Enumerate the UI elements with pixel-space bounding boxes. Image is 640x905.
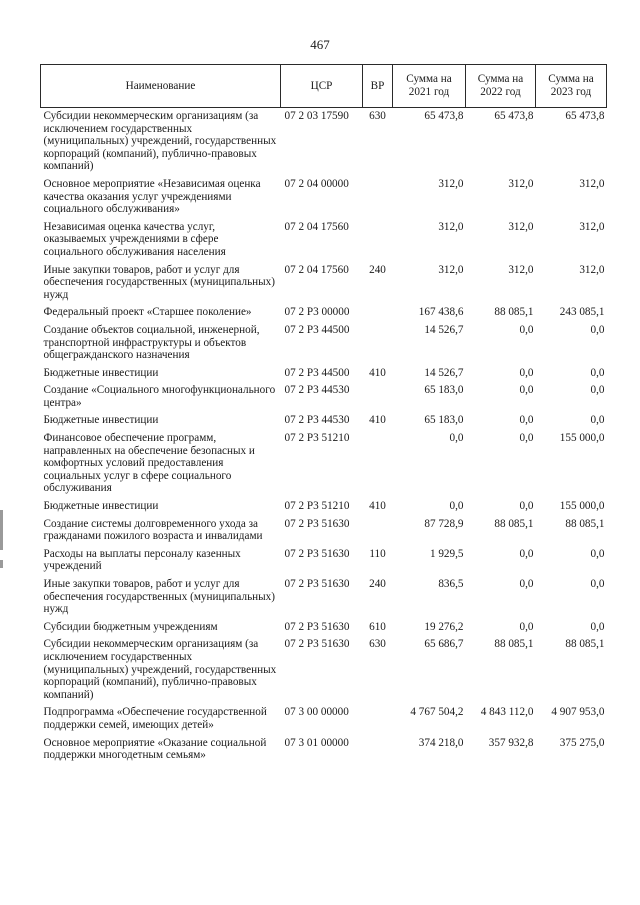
cell-name: Субсидии некоммерческим организациям (за исключением государственных (муниципальных) учреждений, государственных корпораций (компаний), публично-правовых компаний) [43, 110, 277, 173]
cell-csr: 07 2 04 00000 [284, 177, 349, 190]
cell-vr [363, 176, 393, 219]
header-vr: ВР [363, 65, 393, 108]
cell-sum-2021: 312,0 [438, 263, 464, 276]
cell-sum-2022: 0,0 [519, 578, 534, 590]
table-row [41, 735, 607, 765]
cell-vr: 410 [369, 414, 386, 427]
cell-sum-2022: 312,0 [508, 220, 534, 233]
cell-vr [363, 430, 393, 498]
table-row [41, 365, 607, 383]
cell-vr: 610 [369, 620, 386, 633]
cell-name: Финансовое обеспечение программ, направленных на обеспечение безопасных и комфортных условий предоставления социальных услуг в сфере социального обслуживания [43, 432, 255, 495]
cell-csr: 07 2 P3 51630 [284, 638, 350, 651]
cell-sum-2021: 1 929,5 [429, 547, 464, 560]
table-header [41, 65, 607, 108]
cell-name: Расходы на выплаты персоналу казенных учреждений [43, 547, 241, 573]
table-row [41, 576, 607, 619]
cell-csr: 07 2 P3 51630 [284, 517, 350, 530]
cell-sum-2022: 0,0 [519, 414, 534, 427]
cell-csr: 07 2 P3 51630 [284, 578, 350, 590]
cell-sum-2021: 14 526,7 [424, 323, 464, 336]
cell-sum-2023: 375 275,0 [559, 736, 605, 749]
scan-edge-mark [0, 510, 3, 550]
cell-csr: 07 2 P3 44500 [284, 366, 350, 379]
cell-sum-2022: 0,0 [519, 384, 534, 397]
cell-vr [363, 322, 393, 365]
cell-sum-2022: 0,0 [519, 432, 534, 445]
header-sum-2022: Сумма на 2022 год [466, 65, 536, 108]
cell-sum-2021: 65 686,7 [424, 638, 464, 651]
cell-name: Иные закупки товаров, работ и услуг для обеспечения государственных (муниципальных) нужд [43, 263, 275, 301]
cell-sum-2022: 0,0 [519, 500, 534, 513]
cell-sum-2023: 312,0 [579, 220, 605, 233]
table-row [41, 176, 607, 219]
cell-sum-2022: 0,0 [519, 366, 534, 379]
cell-csr: 07 2 P3 44500 [284, 323, 350, 336]
cell-name: Субсидии некоммерческим организациям (за исключением государственных (муниципальных) учреждений, государственных корпораций (компаний), публично-правовых компаний) [43, 638, 277, 701]
table-row [41, 219, 607, 262]
header-sum-2021: Сумма на 2021 год [393, 65, 466, 108]
table-row [41, 108, 607, 176]
cell-name: Создание «Социального многофункционального центра» [43, 384, 276, 409]
cell-name: Субсидии бюджетным учреждениям [43, 620, 218, 633]
cell-sum-2023: 88 085,1 [565, 638, 605, 651]
cell-vr: 630 [369, 638, 386, 651]
cell-csr: 07 2 04 17560 [284, 263, 349, 276]
cell-csr: 07 3 00 00000 [284, 706, 349, 719]
cell-name: Подпрограмма «Обеспечение государственной поддержки семей, имеющих детей» [43, 706, 267, 731]
cell-vr [363, 516, 393, 546]
cell-sum-2021: 167 438,6 [418, 306, 464, 319]
cell-sum-2023: 155 000,0 [559, 500, 605, 513]
cell-name: Создание объектов социальной, инженерной, транспортной инфраструктуры и объектов общегражданского назначения [43, 323, 260, 362]
cell-sum-2023: 0,0 [590, 547, 605, 560]
cell-vr [363, 735, 393, 765]
cell-vr: 630 [369, 110, 386, 122]
cell-sum-2021: 0,0 [449, 500, 464, 513]
table-row [41, 262, 607, 305]
cell-sum-2023: 88 085,1 [565, 517, 605, 530]
cell-name: Бюджетные инвестиции [43, 500, 159, 513]
cell-csr: 07 2 P3 51630 [284, 547, 350, 560]
cell-sum-2021: 836,5 [438, 578, 464, 590]
table-row [41, 516, 607, 546]
cell-name: Основное мероприятие «Независимая оценка качества оказания услуг учреждениями социального обслуживания» [43, 177, 261, 216]
cell-sum-2023: 243 085,1 [559, 306, 605, 319]
cell-csr: 07 2 P3 44530 [284, 384, 350, 397]
cell-sum-2022: 0,0 [519, 620, 534, 633]
cell-sum-2022: 88 085,1 [494, 517, 534, 530]
cell-name: Иные закупки товаров, работ и услуг для обеспечения государственных (муниципальных) нужд [43, 578, 275, 616]
page-number: 467 [310, 37, 330, 52]
cell-sum-2021: 312,0 [438, 220, 464, 233]
cell-sum-2023: 4 907 953,0 [551, 706, 605, 719]
cell-vr: 410 [369, 366, 386, 379]
cell-sum-2022: 0,0 [519, 323, 534, 336]
cell-csr: 07 2 P3 00000 [284, 306, 350, 319]
cell-sum-2021: 4 767 504,2 [410, 706, 464, 719]
cell-vr [363, 304, 393, 322]
cell-sum-2023: 0,0 [590, 323, 605, 336]
cell-sum-2022: 312,0 [508, 263, 534, 276]
cell-sum-2022: 65 473,8 [494, 110, 534, 122]
cell-csr: 07 2 04 17560 [284, 220, 349, 233]
cell-sum-2023: 0,0 [590, 620, 605, 633]
cell-sum-2021: 65 183,0 [424, 384, 464, 397]
cell-vr [363, 382, 393, 412]
cell-name: Основное мероприятие «Оказание социальной поддержки многодетным семьям» [43, 736, 267, 762]
cell-name: Бюджетные инвестиции [43, 414, 159, 427]
cell-sum-2021: 65 473,8 [424, 110, 464, 122]
cell-name: Создание системы долговременного ухода за гражданами пожилого возраста и инвалидами [43, 517, 263, 543]
cell-sum-2023: 0,0 [590, 578, 605, 590]
cell-sum-2021: 14 526,7 [424, 366, 464, 379]
cell-vr: 410 [369, 500, 386, 513]
table-row [41, 498, 607, 516]
cell-sum-2021: 65 183,0 [424, 414, 464, 427]
table-row [41, 704, 607, 734]
scan-edge-mark [0, 560, 3, 568]
cell-sum-2022: 4 843 112,0 [480, 706, 534, 719]
cell-csr: 07 2 P3 51210 [284, 500, 350, 513]
cell-sum-2023: 155 000,0 [559, 432, 605, 445]
cell-sum-2021: 312,0 [438, 177, 464, 190]
table-row [41, 430, 607, 498]
header-csr: ЦСР [281, 65, 363, 108]
cell-sum-2022: 88 085,1 [494, 638, 534, 651]
cell-sum-2023: 312,0 [579, 177, 605, 190]
cell-sum-2022: 0,0 [519, 547, 534, 560]
cell-csr: 07 2 03 17590 [284, 110, 349, 122]
budget-table [40, 64, 607, 765]
cell-csr: 07 3 01 00000 [284, 736, 349, 749]
cell-sum-2022: 312,0 [508, 177, 534, 190]
cell-csr: 07 2 P3 44530 [284, 414, 350, 427]
cell-vr [363, 219, 393, 262]
cell-sum-2023: 0,0 [590, 366, 605, 379]
cell-vr: 110 [369, 547, 386, 560]
table-row [41, 619, 607, 637]
cell-name: Федеральный проект «Старшее поколение» [43, 306, 252, 319]
cell-sum-2021: 0,0 [449, 432, 464, 445]
table-row [41, 304, 607, 322]
cell-sum-2021: 87 728,9 [424, 517, 464, 530]
table-body [41, 108, 607, 765]
table-row [41, 636, 607, 704]
cell-sum-2022: 357 932,8 [488, 736, 534, 749]
cell-sum-2023: 65 473,8 [565, 110, 605, 122]
cell-name: Бюджетные инвестиции [43, 366, 159, 379]
cell-sum-2023: 0,0 [590, 384, 605, 397]
cell-sum-2023: 0,0 [590, 414, 605, 427]
cell-csr: 07 2 P3 51210 [284, 432, 350, 445]
table-row [41, 322, 607, 365]
cell-vr: 240 [369, 263, 386, 276]
cell-name: Независимая оценка качества услуг, оказываемых учреждениями в сфере социального обслуживания населения [43, 220, 226, 258]
cell-sum-2023: 312,0 [579, 263, 605, 276]
header-sum-2023: Сумма на 2023 год [536, 65, 607, 108]
cell-vr: 240 [369, 578, 386, 590]
cell-sum-2021: 19 276,2 [424, 620, 464, 633]
table-row [41, 546, 607, 576]
cell-sum-2021: 374 218,0 [418, 736, 464, 749]
table-row [41, 382, 607, 412]
table-row [41, 412, 607, 430]
header-name: Наименование [41, 65, 281, 108]
cell-sum-2022: 88 085,1 [494, 306, 534, 319]
cell-vr [363, 704, 393, 734]
cell-csr: 07 2 P3 51630 [284, 620, 350, 633]
